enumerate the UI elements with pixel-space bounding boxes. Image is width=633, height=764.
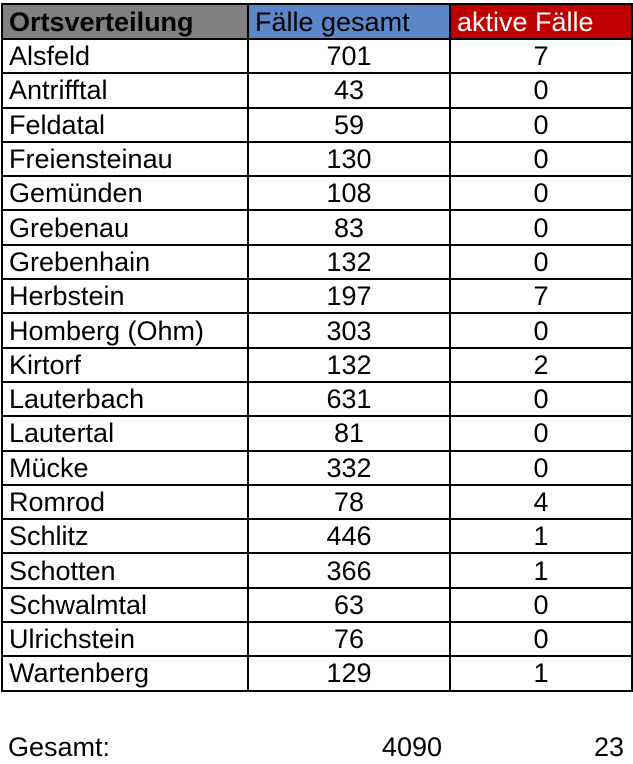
total-cases-cell: 108 (248, 176, 450, 210)
active-cases-cell: 1 (450, 656, 632, 690)
place-cell: Mücke (2, 451, 248, 485)
table-row (2, 210, 632, 244)
summary-label: Gesamt: (8, 732, 111, 762)
place-cell: Kirtorf (2, 348, 248, 382)
active-cases-cell: 0 (450, 73, 632, 107)
total-cases-cell: 78 (248, 485, 450, 519)
table-row (2, 622, 632, 656)
active-cases-cell: 0 (450, 245, 632, 279)
table-row (2, 656, 632, 690)
table-row (2, 519, 632, 553)
total-cases-cell: 332 (248, 451, 450, 485)
header-active-cases: aktive Fälle (450, 4, 632, 39)
place-cell: Feldatal (2, 108, 248, 142)
place-cell: Herbstein (2, 279, 248, 313)
summary-row (0, 730, 630, 764)
active-cases-cell: 0 (450, 176, 632, 210)
total-cases-cell: 59 (248, 108, 450, 142)
place-cell: Homberg (Ohm) (2, 313, 248, 347)
total-cases-cell: 132 (248, 245, 450, 279)
place-cell: Schwalmtal (2, 588, 248, 622)
total-cases-cell: 76 (248, 622, 450, 656)
active-cases-cell: 0 (450, 108, 632, 142)
table-row (2, 416, 632, 450)
case-distribution-table (1, 3, 633, 692)
active-cases-cell: 7 (450, 279, 632, 313)
active-cases-cell: 4 (450, 485, 632, 519)
table-row (2, 39, 632, 73)
active-cases-cell: 1 (450, 553, 632, 587)
table-row (2, 348, 632, 382)
total-cases-cell: 197 (248, 279, 450, 313)
total-cases-cell: 81 (248, 416, 450, 450)
place-cell: Romrod (2, 485, 248, 519)
place-cell: Grebenhain (2, 245, 248, 279)
place-cell: Antrifftal (2, 73, 248, 107)
total-cases-cell: 132 (248, 348, 450, 382)
place-cell: Lauterbach (2, 382, 248, 416)
place-cell: Alsfeld (2, 39, 248, 73)
active-cases-cell: 0 (450, 622, 632, 656)
header-total-cases: Fälle gesamt (248, 4, 450, 39)
active-cases-cell: 1 (450, 519, 632, 553)
place-cell: Lautertal (2, 416, 248, 450)
place-cell: Gemünden (2, 176, 248, 210)
place-cell: Wartenberg (2, 656, 248, 690)
total-cases-cell: 446 (248, 519, 450, 553)
active-cases-cell: 0 (450, 142, 632, 176)
active-cases-cell: 0 (450, 313, 632, 347)
header-row (2, 4, 632, 39)
place-cell: Schlitz (2, 519, 248, 553)
table-row (2, 382, 632, 416)
active-cases-cell: 0 (450, 210, 632, 244)
place-cell: Schotten (2, 553, 248, 587)
table-row (2, 313, 632, 347)
table-row (2, 451, 632, 485)
active-cases-cell: 0 (450, 382, 632, 416)
total-cases-cell: 129 (248, 656, 450, 690)
table-row (2, 108, 632, 142)
active-cases-cell: 0 (450, 451, 632, 485)
total-cases-cell: 130 (248, 142, 450, 176)
summary-total-cases: 4090 (381, 732, 442, 762)
total-cases-cell: 303 (248, 313, 450, 347)
table-row (2, 553, 632, 587)
table-row (2, 142, 632, 176)
active-cases-cell: 7 (450, 39, 632, 73)
place-cell: Ulrichstein (2, 622, 248, 656)
table-row (2, 485, 632, 519)
place-cell: Grebenau (2, 210, 248, 244)
total-cases-cell: 366 (248, 553, 450, 587)
header-place: Ortsverteilung (2, 4, 248, 39)
table-row (2, 279, 632, 313)
place-cell: Freiensteinau (2, 142, 248, 176)
summary-active-cases: 23 (593, 732, 624, 762)
active-cases-cell: 2 (450, 348, 632, 382)
table-row (2, 588, 632, 622)
total-cases-cell: 63 (248, 588, 450, 622)
table-row (2, 73, 632, 107)
total-cases-cell: 43 (248, 73, 450, 107)
total-cases-cell: 631 (248, 382, 450, 416)
active-cases-cell: 0 (450, 588, 632, 622)
total-cases-cell: 83 (248, 210, 450, 244)
total-cases-cell: 701 (248, 39, 450, 73)
table-row (2, 176, 632, 210)
active-cases-cell: 0 (450, 416, 632, 450)
table-body (2, 39, 632, 691)
table-row (2, 245, 632, 279)
